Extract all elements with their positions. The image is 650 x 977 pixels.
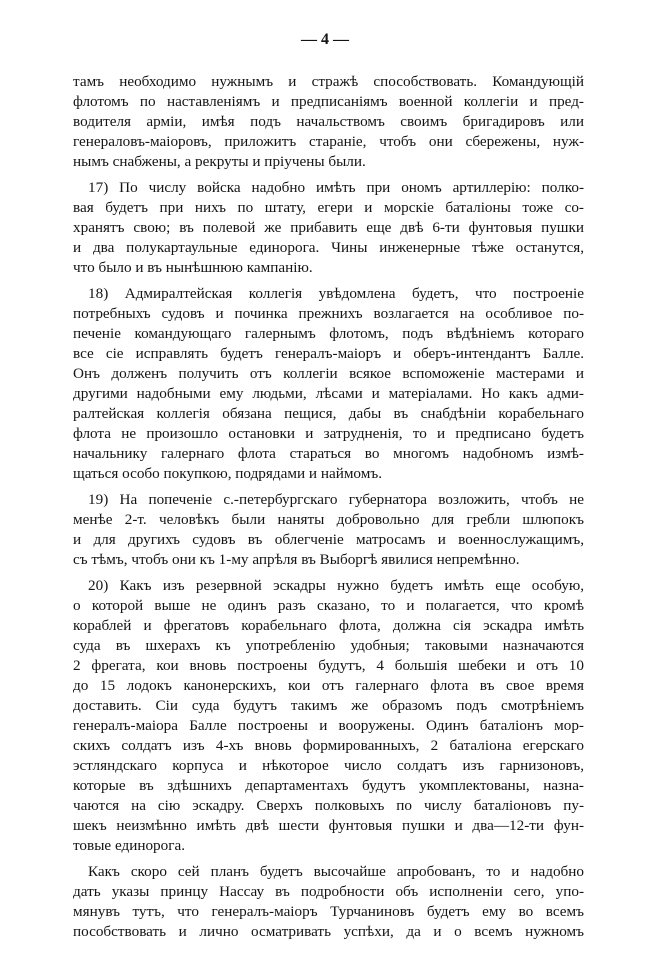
text-line: водителя арміи, имѣя подъ начальствомъ своимъ бригадировъ или — [73, 113, 584, 130]
text-line: хранятъ свою; въ полевой же прибавить еще двѣ 6-ти фунтовыя пушки — [73, 219, 584, 236]
text-line: дать указы принцу Нассау въ подробности объ исполненіи сего, упо- — [73, 883, 584, 900]
text-line: печеніе командующаго галернымъ флотомъ, подъ вѣдѣніемъ котораго — [73, 325, 584, 342]
paragraph — [73, 72, 584, 172]
text-line: вая будетъ при нихъ по штату, егери и морскіе баталіоны тоже со- — [73, 199, 584, 216]
text-line: 19) На попеченіе с.-петербургскаго губернатора возложить, чтобъ не — [88, 491, 584, 508]
body-text — [73, 72, 584, 948]
text-line: мянувъ тутъ, что генералъ-маіоръ Турчаниновъ будетъ ему во всемъ — [73, 903, 584, 920]
text-line: что было и въ нынѣшнюю кампанію. — [73, 259, 313, 276]
text-line: и для другихъ судовъ въ облегченіе матросамъ и военнослужащимъ, — [73, 531, 584, 548]
text-line: менѣе 2-т. человѣкъ были наняты добровольно для гребли шлюпокъ — [73, 511, 584, 528]
text-line: тамъ необходимо нужнымъ и стражѣ способствовать. Командующій — [73, 73, 584, 90]
text-line: 17) По числу войска надобно имѣть при ономъ артиллерію: полко- — [88, 179, 584, 196]
text-line: 18) Адмиралтейская коллегія увѣдомлена будетъ, что построеніе — [88, 285, 584, 302]
text-line: Онъ долженъ получить отъ коллегіи всякое вспоможеніе мастерами и — [73, 365, 584, 382]
text-line: 20) Какъ изъ резервной эскадры нужно будетъ имѣть еще особую, — [88, 577, 584, 594]
text-line: генералъ-маіора Балле построены и вооружены. Одинъ баталіонъ мор- — [73, 717, 584, 734]
text-line: начальнику галернаго флота стараться во многомъ надобномъ измѣ- — [73, 445, 584, 462]
text-line: 2 фрегата, кои вновь построены будутъ, 4 большія шебеки и отъ 10 — [73, 657, 584, 674]
text-line: доставить. Сіи суда будутъ такимъ же образомъ подъ смотрѣніемъ — [73, 697, 584, 714]
text-line: другими надобными ему людьми, лѣсами и матеріалами. Но какъ адми- — [73, 385, 584, 402]
text-line: флота не произошло остановки и затрудненія, то и предписано будетъ — [73, 425, 584, 442]
text-line: потребныхъ судовъ и починка прежнихъ возлагается на особливое по- — [73, 305, 584, 322]
text-line: которые въ здѣшнихъ департаментахъ будутъ укомплектованы, назна- — [73, 777, 584, 794]
text-line: нымъ снабжены, а рекруты и пріучены были. — [73, 153, 366, 170]
text-line: эстляндскаго корпуса и нѣкоторое число солдатъ изъ гарнизоновъ, — [73, 757, 584, 774]
text-line: о которой выше не одинъ разъ сказано, то и полагается, что кромѣ — [73, 597, 584, 614]
paragraph — [73, 862, 584, 942]
text-line: все сіе исправлять будетъ генералъ-маіоръ и оберъ-интендантъ Балле. — [73, 345, 584, 362]
text-line: скихъ солдатъ изъ 4-хъ вновь формированныхъ, 2 баталіона егерскаго — [73, 737, 584, 754]
text-line: генераловъ-маіоровъ, приложитъ стараніе, чтобъ они сбережены, нуж- — [73, 133, 584, 150]
paragraph — [73, 284, 584, 484]
paragraph — [73, 178, 584, 278]
text-line: ралтейская коллегія обязана пещися, дабы въ снабдѣніи корабельнаго — [73, 405, 584, 422]
text-line: кораблей и фрегатовъ корабельнаго флота, должна сія эскадра имѣть — [73, 617, 584, 634]
text-line: суда въ шхерахъ къ употребленію удобныя; таковыми назначаются — [73, 637, 584, 654]
text-line: чаются на сію эскадру. Сверхъ полковыхъ по числу баталіоновъ пу- — [73, 797, 584, 814]
text-line: пособствовать и лично осматривать успѣхи, да и о всемъ нужномъ — [73, 923, 584, 940]
text-line: щаться особо покупкою, подрядами и наймомъ. — [73, 465, 382, 482]
text-line: и два полукартаульные единорога. Чины инженерные тѣже останутся, — [73, 239, 584, 256]
paragraph — [73, 576, 584, 856]
page-number: — 4 — — [301, 31, 349, 48]
text-line: съ тѣмъ, чтобъ они къ 1-му апрѣля въ Выборгѣ явилися непремѣнно. — [73, 551, 520, 568]
paragraph — [73, 490, 584, 570]
text-line: шекъ неизмѣнно имѣть двѣ шести фунтовыя пушки и два—12-ти фун- — [73, 817, 584, 834]
text-line: товые единорога. — [73, 837, 186, 854]
text-line: до 15 лодокъ канонерскихъ, кои отъ галернаго флота въ свое время — [73, 677, 584, 694]
text-line: Какъ скоро сей планъ будетъ высочайше апробованъ, то и надобно — [88, 863, 584, 880]
text-line: флотомъ по наставленіямъ и предписаніямъ военной коллегіи и пред- — [73, 93, 584, 110]
